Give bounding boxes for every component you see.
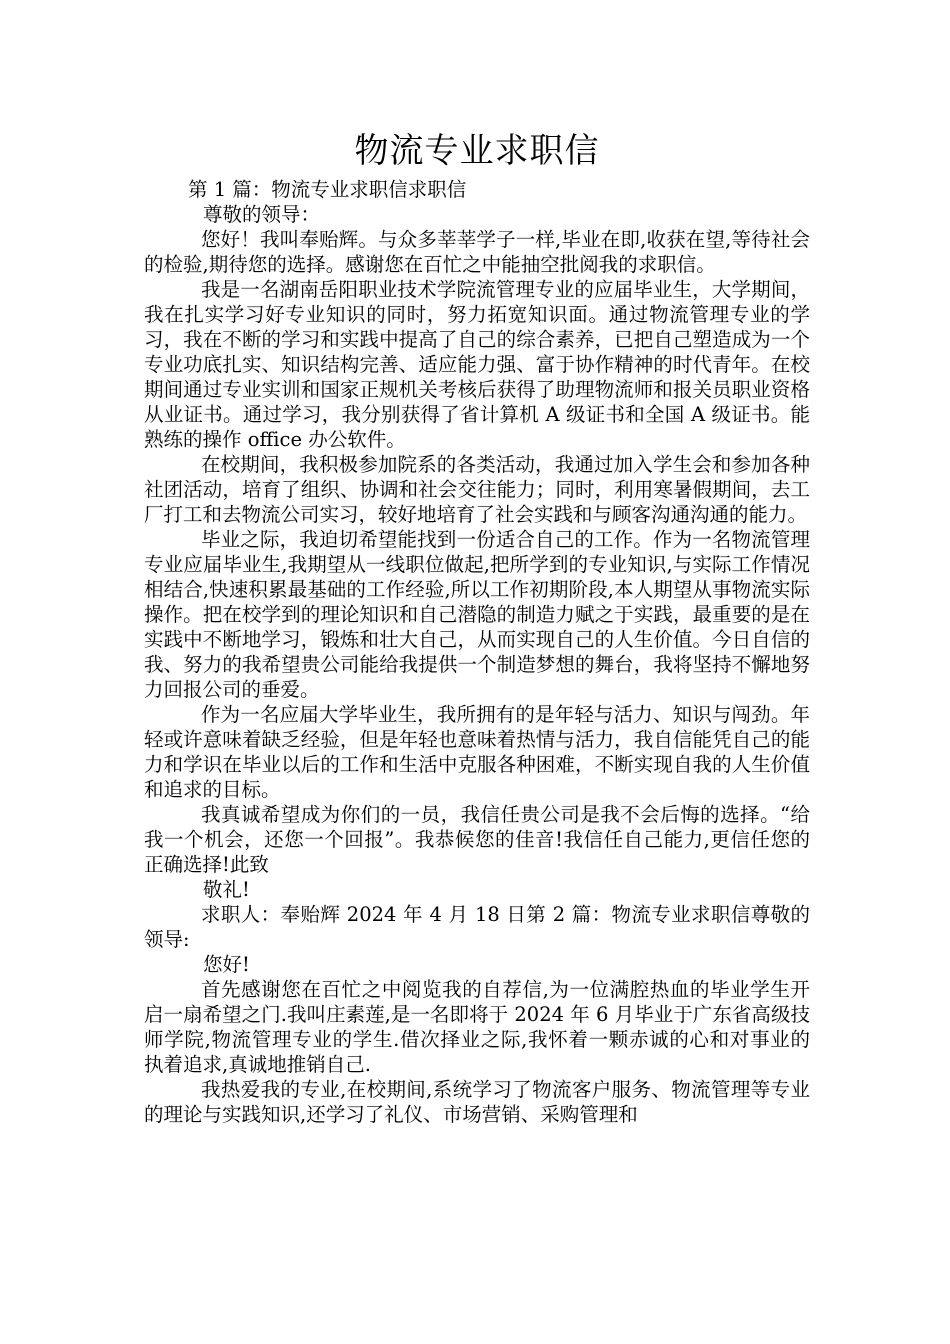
- paragraph: 您好！我叫奉贻辉。与众多莘莘学子一样,毕业在即,收获在望,等待社会的检验,期待您的选择。感谢您在百忙之中能抽空批阅我的求职信。: [144, 228, 810, 276]
- paragraph: 我真诚希望成为你们的一员，我信任贵公司是我不会后悔的选择。“给我一个机会，还您一个回报”。我恭候您的佳音!我信任自己能力,更信任您的正确选择!此致: [144, 803, 810, 876]
- document-title: 物流专业求职信: [354, 131, 600, 171]
- section-heading: 第 1 篇：物流专业求职信求职信: [188, 178, 467, 201]
- salutation: 尊敬的领导：: [203, 203, 321, 226]
- greeting: 您好!: [203, 953, 250, 976]
- document-page: [144, 128, 810, 1127]
- paragraph: 作为一名应届大学毕业生，我所拥有的是年轻与活力、知识与闯劲。年轻或许意味着缺乏经验，但是年轻也意味着热情与活力，我自信能凭自己的能力和学识在毕业以后的工作和生活中克服各种困难，不断实现自我的人生价值和追求的目标。: [144, 703, 810, 801]
- paragraph: 毕业之际，我迫切希望能找到一份适合自己的工作。作为一名物流管理专业应届毕业生,我期望从一线职位做起,把所学到的专业知识,与实际工作情况相结合,快速积累最基础的工作经验,所以工作初期阶段,本人期望从事物流实际操作。把在校学到的理论知识和自己潜隐的制造力赋之于实践，最重要的是在实践中不断地学习，锻炼和壮大自己，从而实现自己的人生价值。今日自信的我、努力的我希望贵公司能给我提供一个制造梦想的舞台，我将坚持不懈地努力回报公司的垂爱。: [144, 528, 810, 701]
- paragraph: 首先感谢您在百忙之中阅览我的自荐信,为一位满腔热血的毕业学生开启一扇希望之门.我叫庄素莲,是一名即将于 2024 年 6 月毕业于广东省高级技师学院,物流管理专业的学生.借次择业之际,我怀着一颗赤诚的心和对事业的 执着追求,真诚地推销自己.: [144, 978, 810, 1076]
- paragraph: 我热爱我的专业,在校期间,系统学习了物流客户服务、物流管理等专业的理论与实践知识,还学习了礼仪、市场营销、采购管理和: [144, 1078, 810, 1126]
- paragraph: 我是一名湖南岳阳职业技术学院流管理专业的应届毕业生，大学期间，我在扎实学习好专业知识的同时，努力拓宽知识面。通过物流管理专业的学习，我在不断的学习和实践中提高了自己的综合素养，已把自己塑造成为一个专业功底扎实、知识结构完善、适应能力强、富于协作精神的时代青年。在校期间通过专业实训和国家正规机关考核后获得了助理物流师和报关员职业资格从业证书。通过学习，我分别获得了省计算机 A 级证书和全国 A 级证书。能熟练的操作 office 办公软件。: [144, 278, 810, 451]
- signature-line: 求职人：奉贻辉 2024 年 4 月 18 日第 2 篇：物流专业求职信尊敬的领导:: [144, 903, 810, 951]
- closing-salute: 敬礼!: [203, 878, 250, 901]
- paragraph: 在校期间，我积极参加院系的各类活动，我通过加入学生会和参加各种社团活动，培育了组织、协调和社会交往能力；同时，利用寒暑假期间，去工厂打工和去物流公司实习，较好地培育了社会实践和与顾客沟通沟通的能力。: [144, 453, 810, 526]
